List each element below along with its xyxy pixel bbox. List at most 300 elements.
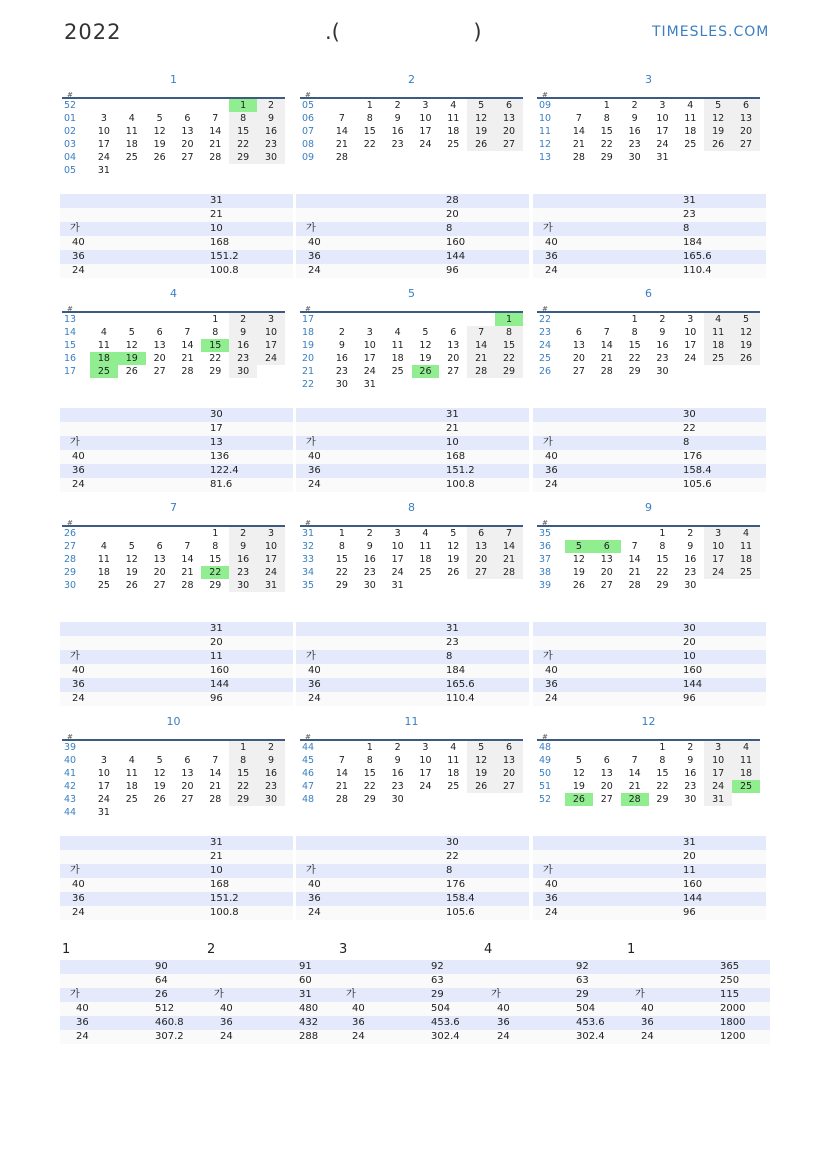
week-number: 01 (64, 113, 77, 124)
day-cell: 16 (229, 553, 257, 566)
stats-row (481, 1030, 626, 1044)
week-row (537, 138, 760, 151)
day-cell: 18 (732, 553, 760, 566)
month-calendar (537, 287, 760, 378)
stats-value: 460.8 (155, 1017, 184, 1028)
day-cell (174, 527, 202, 540)
day-cell: 24 (363, 366, 376, 377)
day-cell: 1 (338, 528, 345, 539)
day-cell: 14 (335, 768, 348, 779)
day-cell: 20 (495, 767, 523, 780)
week-row (300, 780, 523, 793)
stats-label: 가 (306, 437, 316, 448)
week-row (537, 313, 760, 326)
month-grid (62, 99, 285, 177)
day-cell: 30 (684, 794, 697, 805)
day-cell: 25 (419, 567, 432, 578)
month-name: 7 (170, 501, 177, 514)
week-number: 10 (539, 113, 552, 124)
day-cell: 5 (156, 755, 163, 766)
month-name: 9 (645, 501, 652, 514)
day-cell: 22 (201, 566, 229, 579)
day-cell: 21 (572, 139, 585, 150)
day-cell (174, 99, 202, 112)
day-cell (118, 527, 146, 540)
day-cell: 20 (495, 125, 523, 138)
day-cell: 29 (656, 580, 669, 591)
day-cell: 13 (467, 540, 495, 553)
day-cell: 8 (659, 541, 666, 552)
stats-row (60, 464, 293, 478)
quarter-stats (60, 960, 205, 1044)
stats-value: 100.8 (446, 479, 475, 490)
day-cell: 12 (467, 754, 495, 767)
day-cell: 1 (212, 314, 219, 325)
month-name: 5 (408, 287, 415, 300)
week-row (62, 579, 285, 592)
stats-value: 2000 (720, 1003, 746, 1014)
stats-row (296, 436, 529, 450)
stats-value: 29 (576, 989, 589, 1000)
day-cell (565, 741, 593, 754)
day-cell: 7 (631, 755, 638, 766)
day-cell: 15 (229, 767, 257, 780)
week-number: 19 (302, 340, 315, 351)
day-cell: 15 (209, 554, 222, 565)
week-number: 44 (64, 807, 77, 818)
stats-row (296, 264, 529, 278)
stats-value: 512 (155, 1003, 175, 1014)
day-cell: 12 (125, 554, 138, 565)
day-cell (356, 151, 384, 164)
day-cell: 21 (209, 781, 222, 792)
stats-row (204, 974, 349, 988)
day-cell: 9 (338, 340, 345, 351)
day-cell: 1 (603, 100, 610, 111)
day-cell: 18 (732, 767, 760, 780)
day-cell: 19 (153, 781, 166, 792)
stats-value: 31 (683, 195, 696, 206)
week-row (537, 767, 760, 780)
day-cell: 10 (684, 327, 697, 338)
day-cell: 18 (419, 554, 432, 565)
day-cell (146, 527, 174, 540)
day-cell: 4 (687, 100, 694, 111)
day-cell: 10 (363, 340, 376, 351)
stats-value: 10 (683, 651, 696, 662)
month-stats (60, 836, 293, 920)
month-name: 8 (408, 501, 415, 514)
week-row (62, 527, 285, 540)
stats-label: 40 (72, 237, 85, 248)
day-cell: 29 (229, 793, 257, 806)
week-number-header: # (537, 87, 760, 99)
day-cell (174, 313, 202, 326)
day-cell: 15 (229, 125, 257, 138)
day-cell: 22 (363, 139, 376, 150)
day-cell: 16 (684, 768, 697, 779)
stats-label: 36 (308, 251, 321, 262)
quarter-label: 1 (62, 942, 71, 957)
stats-label: 24 (545, 265, 558, 276)
day-cell: 20 (467, 553, 495, 566)
day-cell (174, 164, 202, 177)
day-cell: 19 (704, 125, 732, 138)
stats-label: 가 (214, 989, 224, 1000)
week-number: 48 (539, 742, 552, 753)
stats-label: 24 (545, 907, 558, 918)
stats-value: 184 (446, 665, 466, 676)
day-cell: 13 (153, 554, 166, 565)
month-calendar (300, 73, 523, 164)
month-name: 3 (645, 73, 652, 86)
day-cell: 14 (467, 339, 495, 352)
stats-value: 136 (210, 451, 230, 462)
day-cell: 23 (391, 139, 404, 150)
stats-row (60, 250, 293, 264)
day-cell: 8 (229, 754, 257, 767)
stats-row (60, 678, 293, 692)
week-number-header: # (300, 729, 523, 741)
day-cell (229, 164, 257, 177)
stats-label: 40 (308, 879, 321, 890)
day-cell: 10 (656, 113, 669, 124)
week-row (300, 112, 523, 125)
day-cell: 22 (363, 781, 376, 792)
day-cell (621, 527, 649, 540)
stats-row (296, 464, 529, 478)
stats-value: 151.2 (446, 465, 475, 476)
week-number: 42 (64, 781, 77, 792)
month-grid (537, 313, 760, 378)
day-cell: 12 (572, 768, 585, 779)
week-number: 36 (539, 541, 552, 552)
day-cell: 18 (125, 139, 138, 150)
stats-row (533, 422, 766, 436)
day-cell (146, 313, 174, 326)
week-row (62, 151, 285, 164)
stats-row (60, 650, 293, 664)
day-cell: 7 (184, 327, 191, 338)
day-cell: 4 (450, 742, 457, 753)
stats-value: 28 (446, 195, 459, 206)
day-cell: 4 (100, 327, 107, 338)
stats-label: 40 (72, 665, 85, 676)
day-cell (704, 365, 732, 378)
week-row (62, 365, 285, 378)
stats-label: 가 (306, 865, 316, 876)
day-cell: 19 (447, 554, 460, 565)
day-cell: 2 (229, 313, 257, 326)
day-cell: 23 (684, 567, 697, 578)
month-grid (300, 527, 523, 592)
week-row (300, 566, 523, 579)
day-cell: 18 (90, 352, 118, 365)
day-cell: 30 (391, 794, 404, 805)
stats-row (296, 236, 529, 250)
week-number: 03 (64, 139, 77, 150)
week-number: 07 (302, 126, 315, 137)
stats-label: 가 (70, 437, 80, 448)
day-cell (328, 99, 356, 112)
stats-value: 1800 (720, 1017, 746, 1028)
stats-row (296, 878, 529, 892)
week-number: 48 (302, 794, 315, 805)
stats-value: 144 (683, 893, 703, 904)
stats-value: 151.2 (210, 251, 239, 262)
day-cell (412, 378, 440, 391)
stats-value: 165.6 (446, 679, 475, 690)
day-cell: 19 (467, 125, 495, 138)
week-row (300, 326, 523, 339)
brand-link[interactable]: TIMESLES.COM (652, 24, 770, 40)
day-cell: 10 (704, 754, 732, 767)
day-cell: 2 (631, 100, 638, 111)
stats-row (60, 194, 293, 208)
day-cell: 16 (335, 353, 348, 364)
day-cell: 16 (229, 339, 257, 352)
day-cell: 5 (128, 541, 135, 552)
day-cell: 29 (209, 366, 222, 377)
stats-row (60, 622, 293, 636)
day-cell: 24 (257, 566, 285, 579)
day-cell: 13 (181, 768, 194, 779)
stats-label: 36 (545, 251, 558, 262)
stats-row (296, 664, 529, 678)
day-cell: 14 (628, 768, 641, 779)
month-calendar (62, 287, 285, 378)
day-cell: 5 (156, 113, 163, 124)
day-cell (257, 164, 285, 177)
day-cell: 8 (603, 113, 610, 124)
stats-value: 100.8 (210, 265, 239, 276)
day-cell: 22 (229, 780, 257, 793)
stats-row (336, 1016, 481, 1030)
stats-row (336, 1002, 481, 1016)
stats-value: 288 (299, 1031, 319, 1042)
day-cell (495, 151, 523, 164)
day-cell: 14 (209, 768, 222, 779)
day-cell: 14 (572, 126, 585, 137)
stats-row (204, 1030, 349, 1044)
day-cell: 12 (732, 326, 760, 339)
day-cell: 5 (422, 327, 429, 338)
day-cell: 10 (97, 126, 110, 137)
week-number: 26 (539, 366, 552, 377)
day-cell (704, 151, 732, 164)
week-row (62, 326, 285, 339)
stats-row (60, 1002, 205, 1016)
week-number: 05 (302, 100, 315, 111)
day-cell: 14 (335, 126, 348, 137)
week-row (300, 313, 523, 326)
month-stats (296, 622, 529, 706)
day-cell: 23 (229, 352, 257, 365)
day-cell: 19 (572, 781, 585, 792)
stats-row (60, 1016, 205, 1030)
week-number-header: # (62, 87, 285, 99)
day-cell: 19 (153, 139, 166, 150)
day-cell: 15 (656, 554, 669, 565)
month-calendar (537, 715, 760, 806)
day-cell: 12 (419, 340, 432, 351)
week-number: 22 (302, 379, 315, 390)
stats-label: 40 (72, 451, 85, 462)
stats-label: 36 (352, 1017, 365, 1028)
day-cell: 20 (572, 353, 585, 364)
day-cell: 31 (656, 152, 669, 163)
stats-label: 24 (308, 479, 321, 490)
day-cell: 1 (495, 313, 523, 326)
day-cell: 11 (704, 326, 732, 339)
week-number: 21 (302, 366, 315, 377)
day-cell: 14 (181, 340, 194, 351)
day-cell: 6 (593, 540, 621, 553)
day-cell: 4 (128, 113, 135, 124)
day-cell: 21 (335, 781, 348, 792)
page-title: .( ) (325, 20, 482, 44)
stats-row (296, 650, 529, 664)
stats-row (625, 1016, 770, 1030)
stats-value: 307.2 (155, 1031, 184, 1042)
week-row (300, 754, 523, 767)
stats-label: 24 (72, 479, 85, 490)
stats-label: 40 (308, 665, 321, 676)
stats-row (533, 236, 766, 250)
stats-value: 20 (683, 851, 696, 862)
day-cell: 6 (156, 541, 163, 552)
week-row (62, 793, 285, 806)
day-cell: 6 (450, 327, 457, 338)
day-cell: 10 (704, 540, 732, 553)
day-cell: 25 (125, 152, 138, 163)
stats-row (533, 194, 766, 208)
day-cell: 9 (631, 113, 638, 124)
stats-value: 30 (446, 837, 459, 848)
week-number-header: # (62, 729, 285, 741)
day-cell: 28 (181, 366, 194, 377)
stats-label: 가 (543, 651, 553, 662)
stats-value: 110.4 (683, 265, 712, 276)
day-cell: 20 (153, 567, 166, 578)
day-cell: 16 (391, 126, 404, 137)
stats-row (60, 892, 293, 906)
day-cell (621, 741, 649, 754)
stats-label: 40 (545, 237, 558, 248)
day-cell: 17 (684, 340, 697, 351)
stats-row (336, 988, 481, 1002)
stats-value: 160 (446, 237, 466, 248)
stats-value: 144 (210, 679, 230, 690)
stats-label: 36 (308, 679, 321, 690)
stats-value: 81.6 (210, 479, 233, 490)
month-grid (300, 313, 523, 391)
week-row (537, 112, 760, 125)
day-cell: 7 (495, 527, 523, 540)
stats-value: 168 (446, 451, 466, 462)
day-cell: 17 (257, 553, 285, 566)
day-cell: 20 (181, 139, 194, 150)
week-number: 17 (64, 366, 77, 377)
week-row (537, 793, 760, 806)
day-cell: 28 (335, 794, 348, 805)
day-cell (174, 741, 202, 754)
day-cell: 9 (394, 755, 401, 766)
day-cell: 3 (394, 528, 401, 539)
stats-row (60, 436, 293, 450)
day-cell: 20 (600, 567, 613, 578)
stats-value: 10 (210, 865, 223, 876)
stats-row (481, 960, 626, 974)
day-cell: 29 (229, 151, 257, 164)
day-cell: 13 (600, 768, 613, 779)
week-number: 18 (302, 327, 315, 338)
day-cell: 8 (212, 327, 219, 338)
stats-value: 160 (683, 879, 703, 890)
stats-value: 31 (446, 409, 459, 420)
day-cell: 25 (90, 365, 118, 378)
day-cell: 18 (97, 567, 110, 578)
stats-row (60, 988, 205, 1002)
week-number: 04 (64, 152, 77, 163)
day-cell: 25 (125, 794, 138, 805)
stats-label: 가 (70, 223, 80, 234)
day-cell: 23 (257, 780, 285, 793)
day-cell: 26 (125, 580, 138, 591)
day-cell: 19 (467, 767, 495, 780)
stats-value: 165.6 (683, 251, 712, 262)
day-cell: 6 (603, 755, 610, 766)
day-cell: 14 (209, 126, 222, 137)
day-cell: 24 (704, 780, 732, 793)
day-cell: 31 (391, 580, 404, 591)
stats-row (204, 1016, 349, 1030)
stats-value: 168 (210, 237, 230, 248)
day-cell: 10 (97, 768, 110, 779)
stats-label: 24 (72, 693, 85, 704)
stats-row (296, 836, 529, 850)
day-cell: 18 (704, 339, 732, 352)
day-cell (676, 151, 704, 164)
stats-row (533, 664, 766, 678)
day-cell (467, 793, 495, 806)
stats-row (533, 250, 766, 264)
day-cell: 8 (366, 755, 373, 766)
stats-value: 504 (431, 1003, 451, 1014)
day-cell: 17 (257, 339, 285, 352)
stats-value: 110.4 (446, 693, 475, 704)
stats-label: 24 (497, 1031, 510, 1042)
day-cell (257, 365, 285, 378)
day-cell: 31 (363, 379, 376, 390)
week-number: 34 (302, 567, 315, 578)
week-number: 39 (64, 742, 77, 753)
week-number: 35 (302, 580, 315, 591)
day-cell: 10 (419, 113, 432, 124)
day-cell: 21 (495, 553, 523, 566)
day-cell: 12 (153, 126, 166, 137)
day-cell: 3 (704, 741, 732, 754)
stats-value: 8 (446, 865, 453, 876)
week-row (62, 553, 285, 566)
day-cell: 9 (229, 326, 257, 339)
week-row (62, 806, 285, 819)
day-cell: 12 (572, 554, 585, 565)
stats-row (60, 960, 205, 974)
stats-row (60, 408, 293, 422)
day-cell: 27 (600, 580, 613, 591)
day-cell: 11 (447, 755, 460, 766)
